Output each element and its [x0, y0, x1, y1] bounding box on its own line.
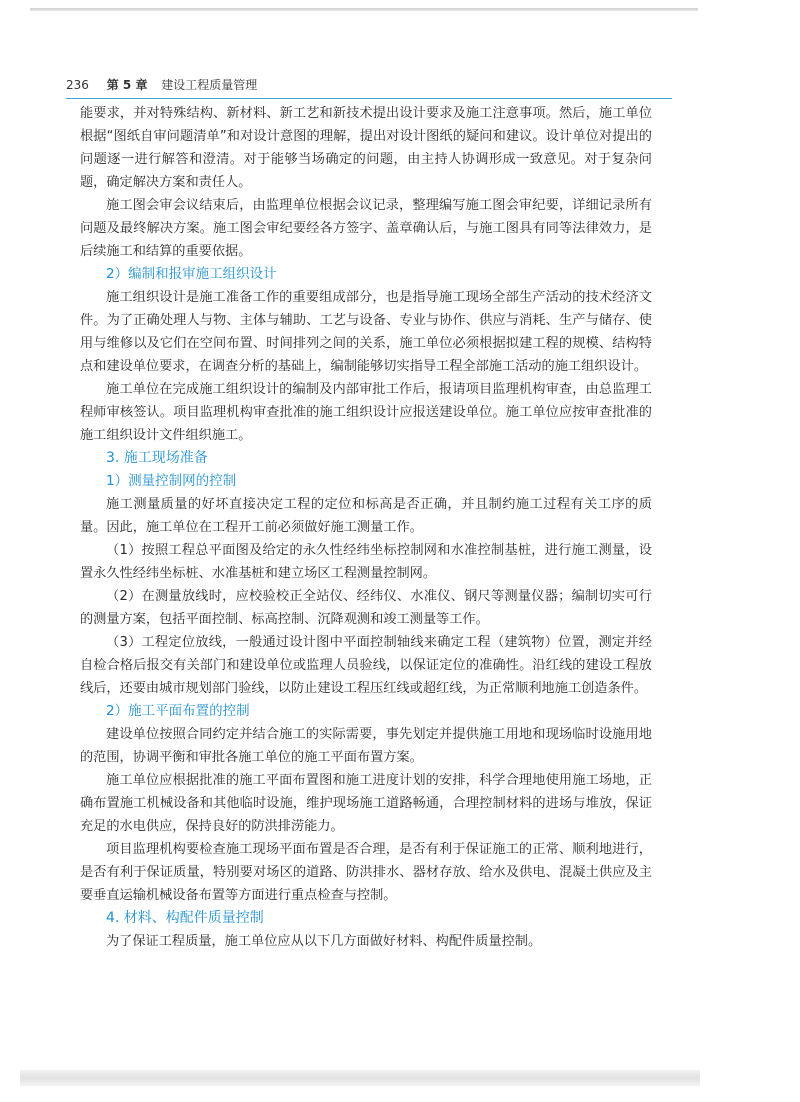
section-heading: 4. 材料、构配件质量控制 — [106, 910, 264, 926]
list-item: （1）按照工程总平面图及给定的永久性经纬坐标控制网和水准控制基桩，进行施工测量，设置永久性经纬坐标桩、水准基桩和建立场区工程测量控制网。 — [80, 543, 652, 581]
paragraph: 施工单位在完成施工组织设计的编制及内部审批工作后，报请项目监理机构审查，由总监理工程师审核签认。项目监理机构审查批准的施工组织设计应报送建设单位。施工单位应按审查批准的施工组织设计文件组织施工。 — [80, 382, 652, 443]
paragraph: 施工测量质量的好坏直接决定工程的定位和标高是否正确，并且制约施工过程有关工序的质量。因此，施工单位在工程开工前必须做好施工测量工作。 — [80, 497, 652, 535]
paragraph: 施工组织设计是施工准备工作的重要组成部分，也是指导施工现场全部生产活动的技术经济文件。为了正确处理人与物、主体与辅助、工艺与设备、专业与协作、供应与消耗、生产与储存、使用与维修以及它们在空间布置、时间排列之间的关系，施工单位必须根据拟建工程的规模、结构特点和建设单位要求，在调查分析的基础上，编制能够切实指导工程全部施工活动的施工组织设计。 — [80, 290, 652, 374]
paragraph: 施工单位应根据批准的施工平面布置图和施工进度计划的安排，科学合理地使用施工场地，正确布置施工机械设备和其他临时设施，维护现场施工道路畅通，合理控制材料的进场与堆放，保证充足的水电供应，保持良好的防洪排涝能力。 — [80, 773, 652, 834]
list-item: （3）工程定位放线，一般通过设计图中平面控制轴线来确定工程（建筑物）位置，测定并经自检合格后报交有关部门和建设单位或监理人员验线，以保证定位的准确性。沿红线的建设工程放线后，还要由城市规划部门验线，以防止建设工程压红线或超红线，为正常顺利地施工创造条件。 — [80, 635, 652, 696]
subsection-heading: 1）测量控制网的控制 — [106, 473, 237, 489]
chapter-title: 建设工程质量管理 — [161, 78, 258, 92]
chapter-number: 第 5 章 — [106, 78, 148, 92]
header-rule — [66, 98, 672, 99]
paragraph: 建设单位按照合同约定并结合施工的实际需要，事先划定并提供施工用地和现场临时设施用地的范围，协调平衡和审批各施工单位的施工平面布置方案。 — [80, 727, 652, 765]
scan-edge-top — [30, 8, 698, 11]
list-item: （2）在测量放线时，应校验校正全站仪、经纬仪、水准仪、钢尺等测量仪器；编制切实可行的测量方案，包括平面控制、标高控制、沉降观测和竣工测量等工作。 — [80, 589, 652, 627]
running-header — [66, 76, 666, 100]
paragraph: 能要求，并对特殊结构、新材料、新工艺和新技术提出设计要求及施工注意事项。然后，施工单位根据“图纸自审问题清单”和对设计意图的理解，提出对设计图纸的疑问和建议。设计单位对提出的问题逐一进行解答和澄清。对于能够当场确定的问题，由主持人协调形成一致意见。对于复杂问题，确定解决方案和责任人。 — [80, 106, 652, 190]
paragraph: 为了保证工程质量，施工单位应从以下几方面做好材料、构配件质量控制。 — [106, 934, 542, 949]
paragraph: 施工图会审会议结束后，由监理单位根据会议记录，整理编写施工图会审纪要，详细记录所有问题及最终解决方案。施工图会审纪要经各方签字、盖章确认后，与施工图具有同等法律效力，是后续施工和结算的重要依据。 — [80, 198, 652, 259]
paragraph: 项目监理机构要检查施工现场平面布置是否合理，是否有利于保证施工的正常、顺利地进行，是否有利于保证质量，特别要对场区的道路、防洪排水、器材存放、给水及供电、混凝土供应及主要垂直运输机械设备布置等方面进行重点检查与控制。 — [80, 842, 652, 903]
page-body — [80, 102, 652, 953]
subsection-heading: 2）编制和报审施工组织设计 — [106, 266, 277, 282]
page-number: 236 — [66, 78, 89, 92]
scan-edge-bottom — [20, 1070, 700, 1086]
subsection-heading: 2）施工平面布置的控制 — [106, 703, 250, 719]
section-heading: 3. 施工现场准备 — [106, 450, 208, 466]
